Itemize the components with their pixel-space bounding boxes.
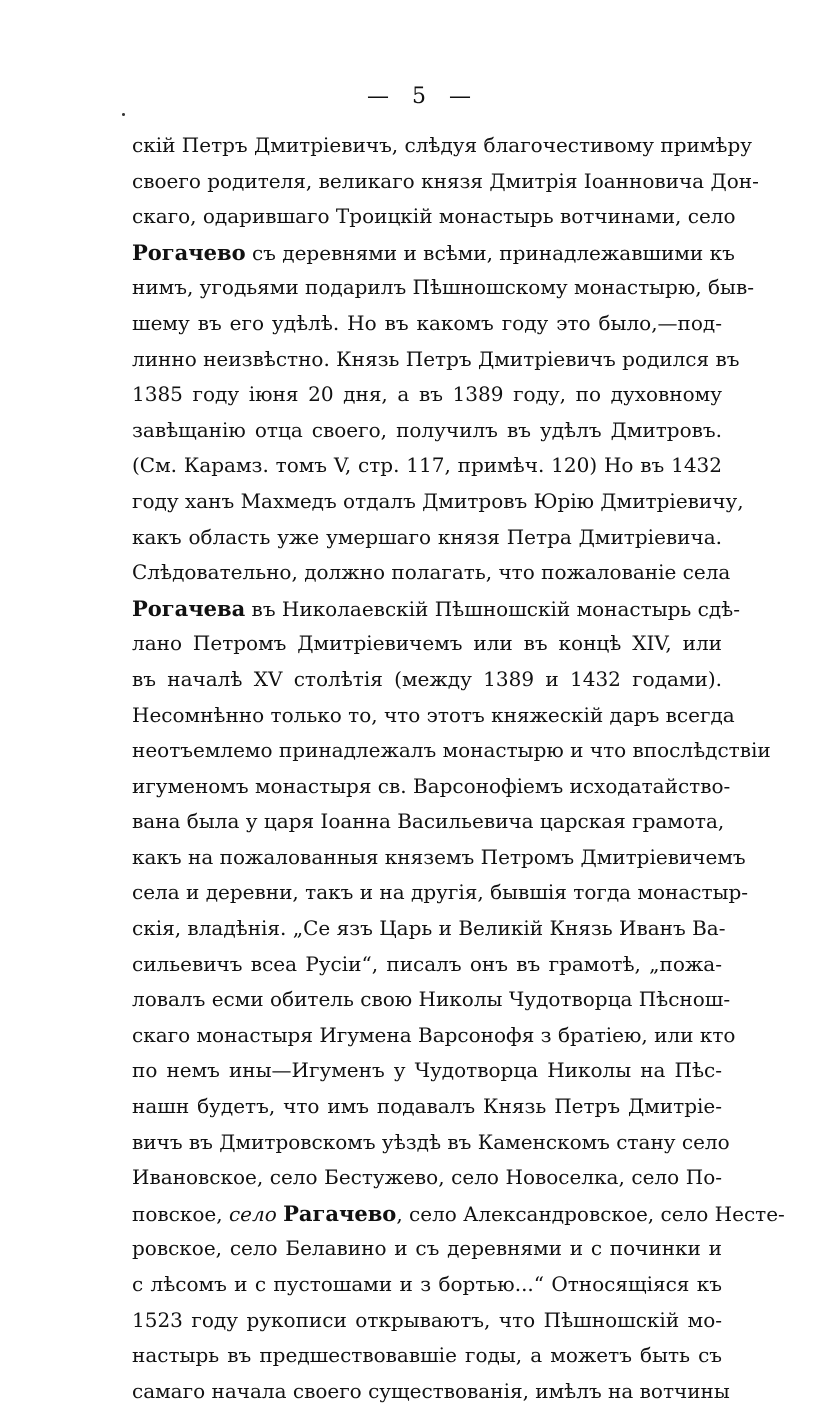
text-line: нимъ, угодьями подарилъ Пѣшношскому монастырю, быв- [132, 275, 754, 300]
text-line: самаго начала своего существованія, имѣлъ на вотчины [132, 1378, 730, 1403]
body-text [132, 128, 785, 1409]
text-line: вана была у царя Іоанна Васильевича царская грамота, [132, 809, 725, 834]
page-header [0, 84, 840, 109]
text-line: Несомнѣнно только то, что этотъ княжескій даръ всегда [132, 702, 735, 727]
text-line: въ началѣ XV столѣтія (между 1389 и 1432 годами). [132, 666, 722, 691]
text-line: линно неизвѣстно. Князь Петръ Дмитріевичъ родился въ [132, 346, 740, 371]
text-line: настырь въ предшествовавшіе годы, а можетъ быть съ [132, 1343, 722, 1368]
text-line [132, 591, 740, 627]
header-dash-right: — [449, 84, 473, 109]
text-segment: въ Николаевскій Пѣшношскій монастырь сдѣ- [245, 596, 740, 621]
village-name-rogacheva: Рогачева [132, 595, 246, 621]
text-line: скія, владѣнія. „Се язъ Царь и Великій Князь Иванъ Ва- [132, 916, 726, 941]
text-line: ловалъ есми обитель свою Николы Чудотворца Пѣснош- [132, 987, 731, 1012]
village-name-ragachevo: Рагачево [283, 1200, 397, 1226]
text-line [132, 235, 735, 271]
text-line: скаго монастыря Игумена Варсонофя з братiею, или кто [132, 1022, 736, 1047]
text-line: вичъ въ Дмитровскомъ уѣздѣ въ Каменскомъ стану село [132, 1129, 730, 1154]
text-line: игуменомъ монастыря св. Варсонофіемъ исходатайство- [132, 773, 731, 798]
text-line: 1385 году іюня 20 дня, а въ 1389 году, по духовному [132, 382, 722, 407]
text-line: завѣщанію отца своего, получилъ въ удѣлъ Дмитровъ. [132, 417, 722, 442]
text-line: сильевичъ всеа Русіи“, писалъ онъ въ грамотѣ, „пожа- [132, 951, 722, 976]
italic-word-selo: село [228, 1201, 277, 1226]
text-line: какъ на пожалованныя княземъ Петромъ Дмитріевичемъ [132, 844, 746, 869]
page-number: 5 [412, 84, 428, 109]
text-line: году ханъ Махмедъ отдалъ Дмитровъ Юрію Дмитріевичу, [132, 488, 744, 513]
header-dash-left: — [367, 84, 391, 109]
text-segment: повское, [132, 1201, 229, 1226]
text-line: с лѣсомъ и с пустошами и з бортью...“ Относящіяся къ [132, 1272, 722, 1296]
text-line: по немъ ины—Игуменъ у Чудотворца Николы на Пѣс- [132, 1058, 722, 1083]
text-segment: съ деревнями и всѣми, принадлежавшими къ [245, 240, 735, 265]
village-name-rogachevo: Рогачево [132, 239, 246, 265]
text-line: скій Петръ Дмитріевичъ, слѣдуя благочестивому примѣру [132, 133, 753, 157]
text-line: 1523 году рукописи открываютъ, что Пѣшношскій мо- [132, 1307, 722, 1332]
text-segment: , село Александровское, село Несте- [396, 1201, 785, 1226]
text-line: лано Петромъ Дмитріевичемъ или въ концѣ XIV, или [132, 631, 722, 656]
text-line: нашн будетъ, что имъ подавалъ Князь Петръ Дмитріе- [132, 1094, 722, 1119]
print-speck [122, 113, 125, 116]
text-line: Слѣдовательно, должно полагать, что пожалованіе села [132, 560, 731, 585]
text-line: какъ область уже умершаго князя Петра Дмитріевича. [132, 524, 722, 549]
text-line: своего родителя, великаго князя Дмитрія Іоанновича Дон- [132, 168, 759, 193]
text-line: ровское, село Белавино и съ деревнями и с починки и [132, 1236, 722, 1261]
text-line: Ивановское, село Бестужево, село Новоселка, село По- [132, 1165, 722, 1190]
text-line: неотъемлемо принадлежалъ монастырю и что впослѣдствіи [132, 738, 771, 763]
text-line: скаго, одарившаго Троицкій монастырь вотчинами, село [132, 204, 736, 229]
text-line: (См. Карамз. томъ V, стр. 117, примѣч. 120) Но въ 1432 [132, 453, 722, 478]
text-line: шему въ его удѣлѣ. Но въ какомъ году это было,—под- [132, 310, 722, 335]
text-line: села и деревни, такъ и на другія, бывшія тогда монастыр- [132, 880, 749, 905]
text-line [132, 1196, 785, 1232]
